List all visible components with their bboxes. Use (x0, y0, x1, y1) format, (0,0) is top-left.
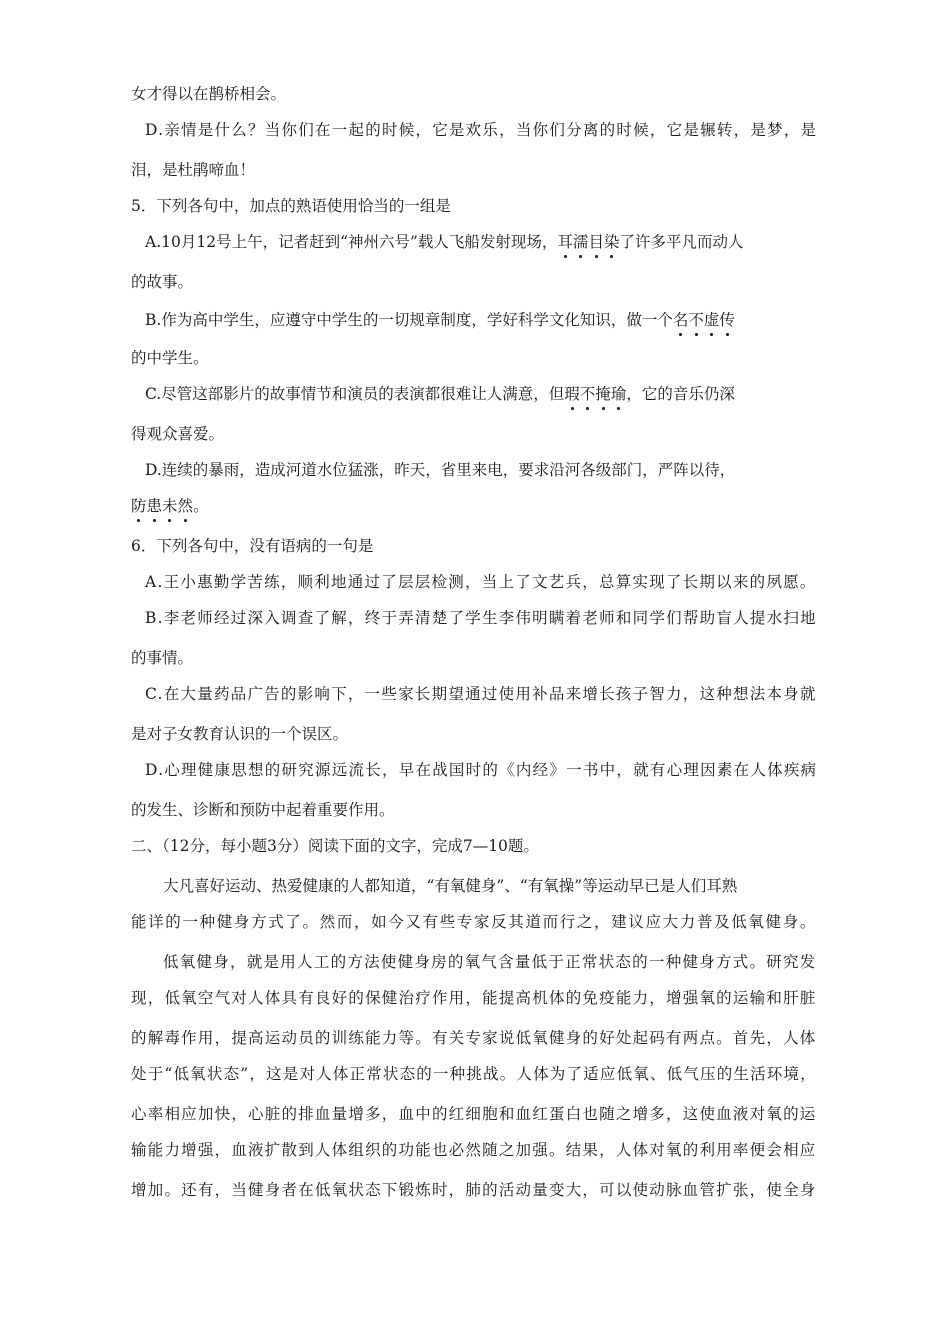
dotted-char: 瑜 (610, 385, 627, 403)
option-c: C.在大量药品广告的影响下，一些家长期望通过使用补品来增长孩子智力，这种想法本身就 (145, 685, 817, 703)
option-a: A.王小惠勤学苦练，顺利地通过了层层检测，当上了文艺兵，总算实现了长期以来的夙愿。 (145, 573, 817, 591)
option-a (145, 232, 744, 252)
option-text: B.作为高中学生，应遵守中学生的一切规章制度，学好科学文化知识，做一个 (145, 311, 673, 329)
text-line: 的发生、诊断和预防中起着重要作用。 (131, 801, 395, 819)
text-line: 泪，是杜鹃啼血！ (131, 161, 256, 179)
passage-line: 大凡喜好运动、热爱健康的人都知道，“有氧健身”、“有氧操”等运动早已是人们耳熟 (163, 877, 738, 895)
passage-line: 增加。还有，当健身者在低氧状态下锻炼时，肺的活动量变大，可以使动脉血管扩张，使全身 (131, 1181, 817, 1199)
option-b (145, 310, 735, 330)
dotted-idiom (564, 385, 626, 403)
passage-line: 的解毒作用，提高运动员的训练能力等。有关专家说低氧健身的好处起码有两点。首先，人体 (131, 1029, 817, 1047)
option-d: D.心理健康思想的研究源远流长，早在战国时的《内经》一书中，就有心理因素在人体疾病 (145, 761, 818, 779)
dotted-char: 耳 (557, 233, 573, 251)
dotted-idiom (673, 311, 735, 329)
text-line: 的事情。 (131, 649, 194, 667)
text-line: 的中学生。 (131, 349, 209, 367)
dotted-char: 然 (177, 497, 194, 515)
section-heading: 二、（12分，每小题3分）阅读下面的文字，完成7—10题。 (131, 837, 539, 855)
dotted-char: 目 (588, 233, 604, 251)
passage-line: 处于“低氧状态”，这是对人体正常状态的一种挑战。人体为了适应低氧、低气压的生活环境， (131, 1065, 817, 1083)
option-d: D.亲情是什么？当你们在一起的时候，它是欢乐，当你们分离的时候，它是辗转，是梦，是 (145, 121, 818, 139)
dotted-char: 患 (146, 497, 163, 515)
dotted-char: 染 (603, 233, 620, 251)
dotted-idiom (557, 233, 619, 251)
text-end: 。 (193, 497, 209, 515)
dotted-char: 瑕 (564, 385, 580, 403)
question-6: 6．下列各句中，没有语病的一句是 (131, 537, 374, 555)
question-5: 5．下列各句中，加点的熟语使用恰当的一组是 (131, 197, 451, 215)
option-b: B.李老师经过深入调查了解，终于弄清楚了学生李伟明瞒着老师和同学们帮助盲人提水扫地 (145, 609, 817, 627)
text-line: 的故事。 (131, 273, 194, 291)
dotted-char: 传 (719, 311, 735, 329)
option-text: 了许多平凡而动人 (619, 233, 744, 251)
option-d: D.连续的暴雨，造成河道水位猛涨，昨天，省里来电，要求沿河各级部门，严阵以待， (145, 461, 736, 479)
dotted-char: 掩 (595, 385, 611, 403)
dotted-char: 虚 (703, 311, 720, 329)
dotted-char: 不 (579, 385, 596, 403)
option-text: A.10月12号上午，记者赶到“神州六号”载人飞船发射现场， (145, 233, 558, 251)
option-text: C.尽管这部影片的故事情节和演员的表演都很难让人满意，但 (145, 385, 565, 403)
dotted-char: 未 (162, 497, 178, 515)
dotted-char: 名 (672, 311, 689, 329)
text-line (131, 496, 209, 516)
text-line: 得观众喜爱。 (131, 425, 225, 443)
text-line: 女才得以在鹊桥相会。 (131, 85, 287, 103)
dotted-char: 不 (688, 311, 704, 329)
passage-line: 低氧健身，就是用人工的方法使健身房的氧气含量低于正常状态的一种健身方式。研究发 (163, 953, 817, 971)
passage-line: 现，低氧空气对人体具有良好的保健治疗作用，能提高机体的免疫能力，增强氧的运输和肝脏 (131, 989, 817, 1007)
passage-line: 能详的一种健身方式了。然而，如今又有些专家反其道而行之，建议应大力普及低氧健身。 (131, 913, 818, 931)
dotted-idiom (131, 497, 193, 515)
option-c (145, 384, 735, 404)
option-text: ，它的音乐仍深 (626, 385, 735, 403)
passage-line: 输能力增强，血液扩散到人体组织的功能也必然随之加强。结果，人体对氧的利用率便会相应 (131, 1141, 817, 1159)
passage-line: 心率相应加快，心脏的排血量增多，血中的红细胞和血红蛋白也随之增多，这使血液对氧的运 (131, 1105, 817, 1123)
dotted-char: 濡 (572, 233, 589, 251)
dotted-char: 防 (131, 497, 147, 515)
text-line: 是对子女教育认识的一个误区。 (131, 725, 349, 743)
